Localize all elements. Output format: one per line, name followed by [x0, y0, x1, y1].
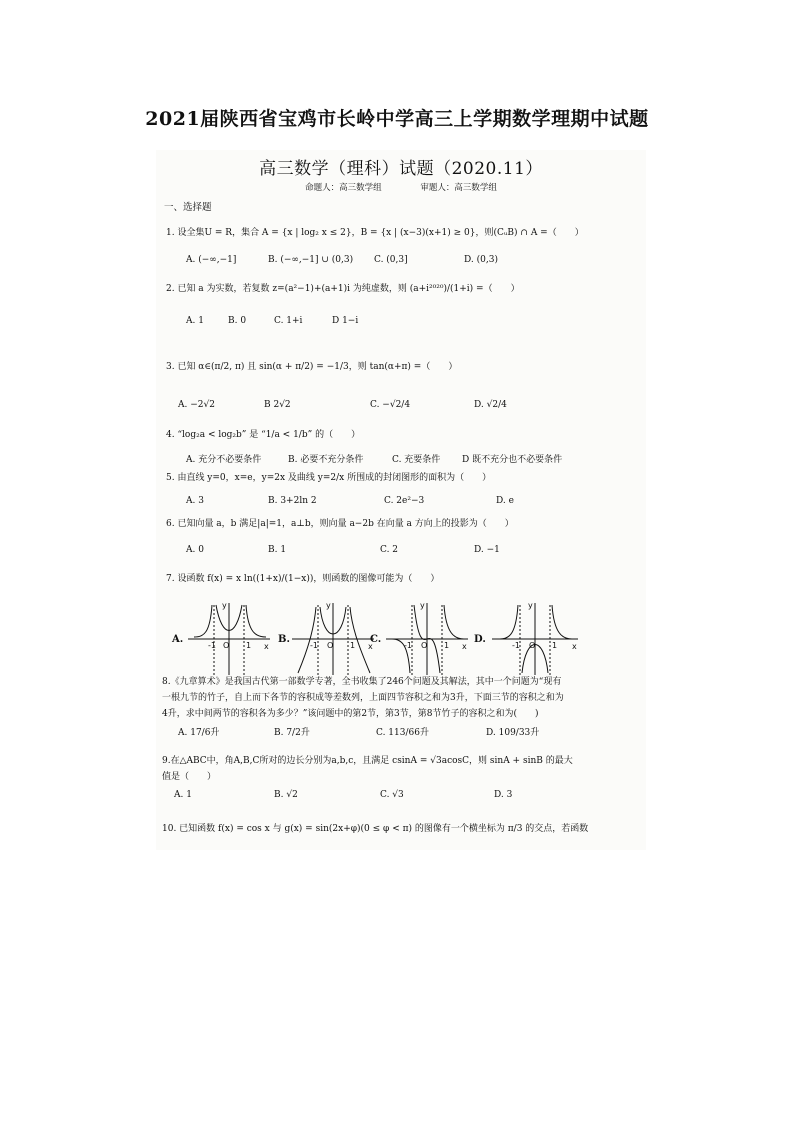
q4-option-c: C. 充要条件: [392, 455, 441, 465]
proposer-label: 命题人：高三数学组: [305, 183, 382, 193]
q5-option-d: D. e: [496, 496, 514, 506]
question-8-line-3: 4升，求中间两节的容积各为多少？”该问题中的第2节，第3节，第8节竹子的容积之和为( ): [162, 709, 539, 719]
q1-option-c: C. (0,3]: [374, 255, 408, 265]
q7-label-a: A.: [172, 634, 184, 645]
q3-option-a: A. −2√2: [178, 400, 215, 410]
q7-c-tick-pos: 1: [444, 641, 450, 650]
q7-graph-b: [290, 599, 376, 679]
q6-option-b: B. 1: [268, 545, 287, 555]
q7-a-tick-pos: 1: [246, 641, 252, 650]
q6-option-d: D. −1: [474, 545, 500, 555]
exam-authors: [156, 184, 646, 194]
q7-b-tick-neg: -1: [310, 641, 318, 650]
q7-d-origin: O: [529, 641, 536, 650]
q8-option-a: A. 17/6升: [178, 728, 220, 738]
q4-option-a: A. 充分不必要条件: [186, 455, 262, 465]
q7-graph-d: [490, 599, 580, 679]
q2-option-d: D 1−i: [332, 316, 359, 326]
q7-label-b: B.: [278, 634, 290, 645]
question-9-line-1: 9.在△ABC中，角A,B,C所对的边长分别为a,b,c，且满足 csinA = √3acosC，则 sinA + sinB 的最大: [162, 756, 573, 766]
q7-c-axis-y: y: [420, 601, 425, 610]
q1-option-a: A. (−∞,−1]: [186, 255, 237, 265]
q7-b-axis-x: x: [368, 642, 373, 651]
q7-c-tick-neg: -1: [404, 641, 412, 650]
question-4-stem: 4. “log₂a < log₂b” 是 “1/a < 1/b” 的（ ）: [166, 430, 361, 440]
q3-option-d: D. √2/4: [474, 400, 507, 410]
q1-option-d: D. (0,3): [464, 255, 498, 265]
q9-option-c: C. √3: [380, 790, 404, 800]
reviewer-label: 审题人：高三数学组: [420, 183, 497, 193]
section-heading: 一、选择题: [164, 202, 212, 213]
q6-option-a: A. 0: [186, 545, 204, 555]
scanned-exam-page: [156, 150, 646, 850]
q5-option-a: A. 3: [186, 496, 204, 506]
q2-option-b: B. 0: [228, 316, 247, 326]
q7-d-tick-pos: 1: [552, 641, 558, 650]
question-1-stem: 1. 设全集U = R，集合 A = {x | log₂ x ≤ 2}，B = {x | (x−3)(x+1) ≥ 0}，则(CᵤB) ∩ A =（ ）: [166, 228, 584, 238]
q7-b-axis-y: y: [326, 601, 331, 610]
document-title: 2021届陕西省宝鸡市长岭中学高三上学期数学理期中试题: [145, 108, 649, 130]
q7-label-c: C.: [370, 634, 382, 645]
q6-option-c: C. 2: [380, 545, 399, 555]
q4-option-d: D 既不充分也不必要条件: [462, 455, 563, 465]
q1-option-b: B. (−∞,−1] ∪ (0,3): [268, 255, 354, 265]
q7-d-tick-neg: -1: [512, 641, 520, 650]
q8-option-c: C. 113/66升: [376, 728, 429, 738]
q7-label-d: D.: [474, 634, 486, 645]
question-10-stem: 10. 已知函数 f(x) = cos x 与 g(x) = sin(2x+φ)(0 ≤ φ < π) 的图像有一个横坐标为 π/3 的交点，若函数: [162, 824, 589, 834]
q4-option-b: B. 必要不充分条件: [288, 455, 364, 465]
question-8-line-2: 一根九节的竹子，自上而下各节的容积成等差数列，上面四节容积之和为3升，下面三节的容积之和为: [162, 693, 564, 703]
q7-graph-c: [384, 599, 470, 679]
question-6-stem: 6. 已知向量 a，b 满足|a|=1，a⊥b，则向量 a−2b 在向量 a 方向上的投影为（ ）: [166, 519, 514, 529]
question-3-stem: 3. 已知 α∈(π/2, π) 且 sin(α + π/2) = −1/3，则 tan(α+π) =（ ）: [166, 362, 458, 372]
q9-option-b: B. √2: [274, 790, 298, 800]
q2-option-c: C. 1+i: [274, 316, 303, 326]
question-2-stem: 2. 已知 a 为实数，若复数 z=(a²−1)+(a+1)i 为纯虚数，则 (a+i²⁰²⁰)/(1+i) =（ ）: [166, 284, 520, 294]
question-9-line-2: 值是（ ）: [162, 772, 217, 782]
q9-option-a: A. 1: [174, 790, 192, 800]
q7-c-axis-x: x: [462, 642, 467, 651]
q7-a-origin: O: [223, 641, 230, 650]
q8-option-b: B. 7/2升: [274, 728, 310, 738]
question-7-stem: 7. 设函数 f(x) = x ln((1+x)/(1−x))，则函数的图像可能为（ ）: [166, 574, 440, 584]
question-5-stem: 5. 由直线 y=0，x=e，y=2x 及曲线 y=2/x 所围成的封闭图形的面积为（ ）: [166, 473, 492, 483]
q3-option-b: B 2√2: [264, 400, 291, 410]
q7-d-axis-y: y: [528, 601, 533, 610]
q8-option-d: D. 109/33升: [486, 728, 540, 738]
q7-b-tick-pos: 1: [350, 641, 356, 650]
question-8-line-1: 8.《九章算术》是我国古代第一部数学专著，全书收集了246个问题及其解法，其中一个问题为“现有: [162, 677, 562, 687]
q7-a-axis-x: x: [264, 642, 269, 651]
q7-d-axis-x: x: [572, 642, 577, 651]
q7-c-origin: O: [421, 641, 428, 650]
q9-option-d: D. 3: [494, 790, 513, 800]
q7-a-axis-y: y: [222, 601, 227, 610]
exam-title: 高三数学（理科）试题（2020.11）: [259, 159, 543, 179]
q7-a-tick-neg: -1: [208, 641, 216, 650]
q3-option-c: C. −√2/4: [370, 400, 411, 410]
q7-b-origin: O: [327, 641, 334, 650]
q5-option-b: B. 3+2ln 2: [268, 496, 317, 506]
q7-graph-a: [186, 599, 272, 679]
q5-option-c: C. 2e²−3: [384, 496, 425, 506]
q2-option-a: A. 1: [186, 316, 204, 326]
